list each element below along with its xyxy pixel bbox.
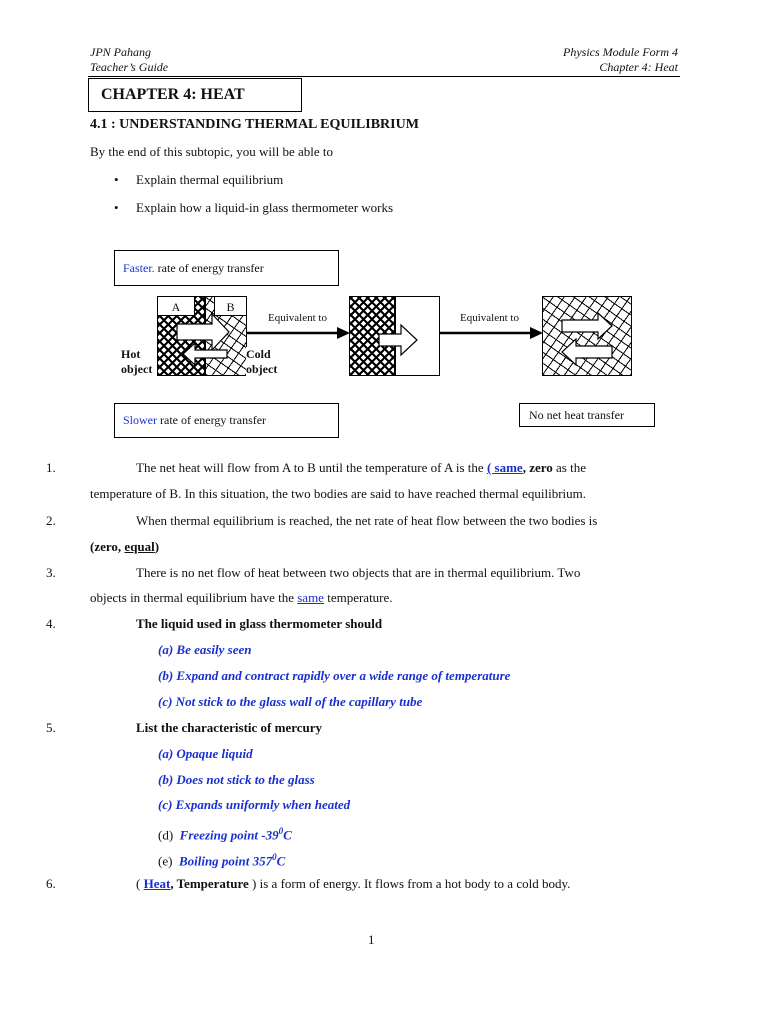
label-b: B	[214, 296, 247, 316]
equivalent-arrow-1	[247, 326, 351, 340]
item-number-6: 6.	[46, 876, 56, 891]
hot-line1: Hot	[121, 347, 141, 361]
q5-d-text: Freezing point -39	[179, 827, 279, 843]
page-number: 1	[368, 932, 375, 947]
equivalent-label-2: Equivalent to	[460, 312, 519, 324]
q2-answer-equal: equal	[124, 539, 155, 554]
q5-d-unit: C	[283, 827, 292, 843]
q2-close: )	[154, 539, 160, 554]
arrow-left-icon	[562, 339, 612, 365]
header-right-line2: Chapter 4: Heat	[599, 60, 678, 74]
cold-line2: object	[246, 362, 278, 376]
q3-text-c: temperature.	[323, 590, 393, 605]
item-number-4: 4.	[46, 616, 56, 631]
q5-answer-b: (b) Does not stick to the glass	[158, 772, 315, 787]
chapter-title: CHAPTER 4: HEAT	[101, 86, 245, 103]
q1-option-zero: zero	[525, 460, 553, 475]
q1-open-paren: (	[486, 460, 495, 475]
q2-line1: When thermal equilibrium is reached, the net rate of heat flow between the two bodies is	[136, 513, 598, 528]
q6-open: (	[136, 876, 144, 891]
slower-rest: rate of energy transfer	[157, 413, 267, 427]
q4-answer-b: (b) Expand and contract rapidly over a wide range of temperature	[158, 668, 511, 683]
q5-answer-d	[158, 823, 292, 843]
no-net-text: No net heat transfer	[529, 408, 624, 422]
header-left-line2: Teacher’s Guide	[90, 60, 169, 74]
q6-comma: ,	[170, 876, 174, 891]
objective-1: • Explain thermal equilibrium	[136, 172, 283, 188]
q1-comma: ,	[522, 460, 526, 475]
objective-2: • Explain how a liquid-in glass thermometer works	[136, 200, 393, 216]
transfer-arrows	[157, 296, 247, 376]
item-number-3: 3.	[46, 565, 56, 580]
q2-open: (	[90, 539, 95, 554]
q2-comma: ,	[117, 539, 125, 554]
arrow-right-icon	[177, 314, 229, 350]
q1-line1	[136, 460, 586, 476]
q3-text-b: objects in thermal equilibrium have the	[90, 590, 298, 605]
label-a: A	[157, 296, 195, 316]
q3-answer-same: same	[297, 590, 324, 605]
faster-box	[114, 250, 339, 286]
cold-line1: Cold	[246, 347, 271, 361]
item-number-5: 5.	[46, 720, 56, 735]
equilibrium-arrows	[542, 296, 632, 376]
q5-answer-a: (a) Opaque liquid	[158, 746, 253, 761]
header-rule	[88, 76, 680, 77]
q2-line2	[90, 539, 159, 555]
section-title: 4.1 : UNDERSTANDING THERMAL EQUILIBRIUM	[90, 117, 419, 132]
q6-line	[136, 876, 570, 892]
item-number-1: 1.	[46, 460, 56, 475]
q1-text-a: The net heat will flow from A to B until the temperature of A is the	[136, 460, 487, 475]
faster-word: Faster.	[123, 261, 155, 275]
intro-text: By the end of this subtopic, you will be able to	[90, 144, 333, 159]
q5-e-sup: 0	[272, 852, 277, 862]
q4-answer-c: (c) Not stick to the glass wall of the capillary tube	[158, 694, 423, 709]
q1-answer-same: same	[494, 460, 523, 475]
q5-answer-c: (c) Expands uniformly when heated	[158, 797, 351, 812]
q1-line2: temperature of B. In this situation, the two bodies are said to have reached thermal equilibrium.	[90, 486, 587, 501]
cold-object-label	[246, 347, 277, 377]
slower-word: Slower	[123, 413, 157, 427]
hot-line2: object	[121, 362, 153, 376]
slower-box	[114, 403, 339, 438]
q4-answer-a: (a) Be easily seen	[158, 642, 252, 657]
chapter-title-box	[88, 78, 302, 112]
faster-rest: rate of energy transfer	[154, 261, 264, 275]
header-right-line1: Physics Module Form 4	[563, 45, 678, 59]
q2-option-zero: zero	[94, 539, 118, 554]
q4-title: The liquid used in glass thermometer should	[136, 616, 383, 631]
q6-option-temperature: Temperature	[173, 876, 249, 891]
item-number-2: 2.	[46, 513, 56, 528]
arrow-right-icon	[562, 313, 612, 339]
q5-e-label: (e)	[158, 853, 173, 869]
q5-title: List the characteristic of mercury	[136, 720, 323, 735]
q1-text-b: as the	[552, 460, 586, 475]
hot-object-label	[121, 347, 152, 377]
q6-rest: ) is a form of energy. It flows from a hot body to a cold body.	[248, 876, 571, 891]
equivalent-label-1: Equivalent to	[268, 312, 327, 324]
no-net-box	[519, 403, 655, 427]
q5-d-label: (d)	[158, 827, 174, 843]
q5-e-text: Boiling point 357	[178, 853, 273, 869]
header-right	[563, 45, 678, 75]
q5-e-unit: C	[276, 853, 286, 869]
q5-answer-e	[158, 849, 285, 869]
header-left	[90, 45, 168, 75]
arrow-right-icon	[379, 325, 417, 355]
q3-line2	[90, 590, 393, 606]
equivalent-arrow-2	[440, 326, 544, 340]
mid-arrow	[349, 296, 440, 376]
q1-open	[487, 460, 523, 475]
q3-line1: There is no net flow of heat between two objects that are in thermal equilibrium. Two	[136, 565, 581, 580]
header-left-line1: JPN Pahang	[90, 45, 151, 59]
arrow-left-icon	[183, 343, 227, 365]
q5-d-sup: 0	[278, 826, 284, 836]
q6-answer-heat: Heat	[143, 876, 171, 891]
